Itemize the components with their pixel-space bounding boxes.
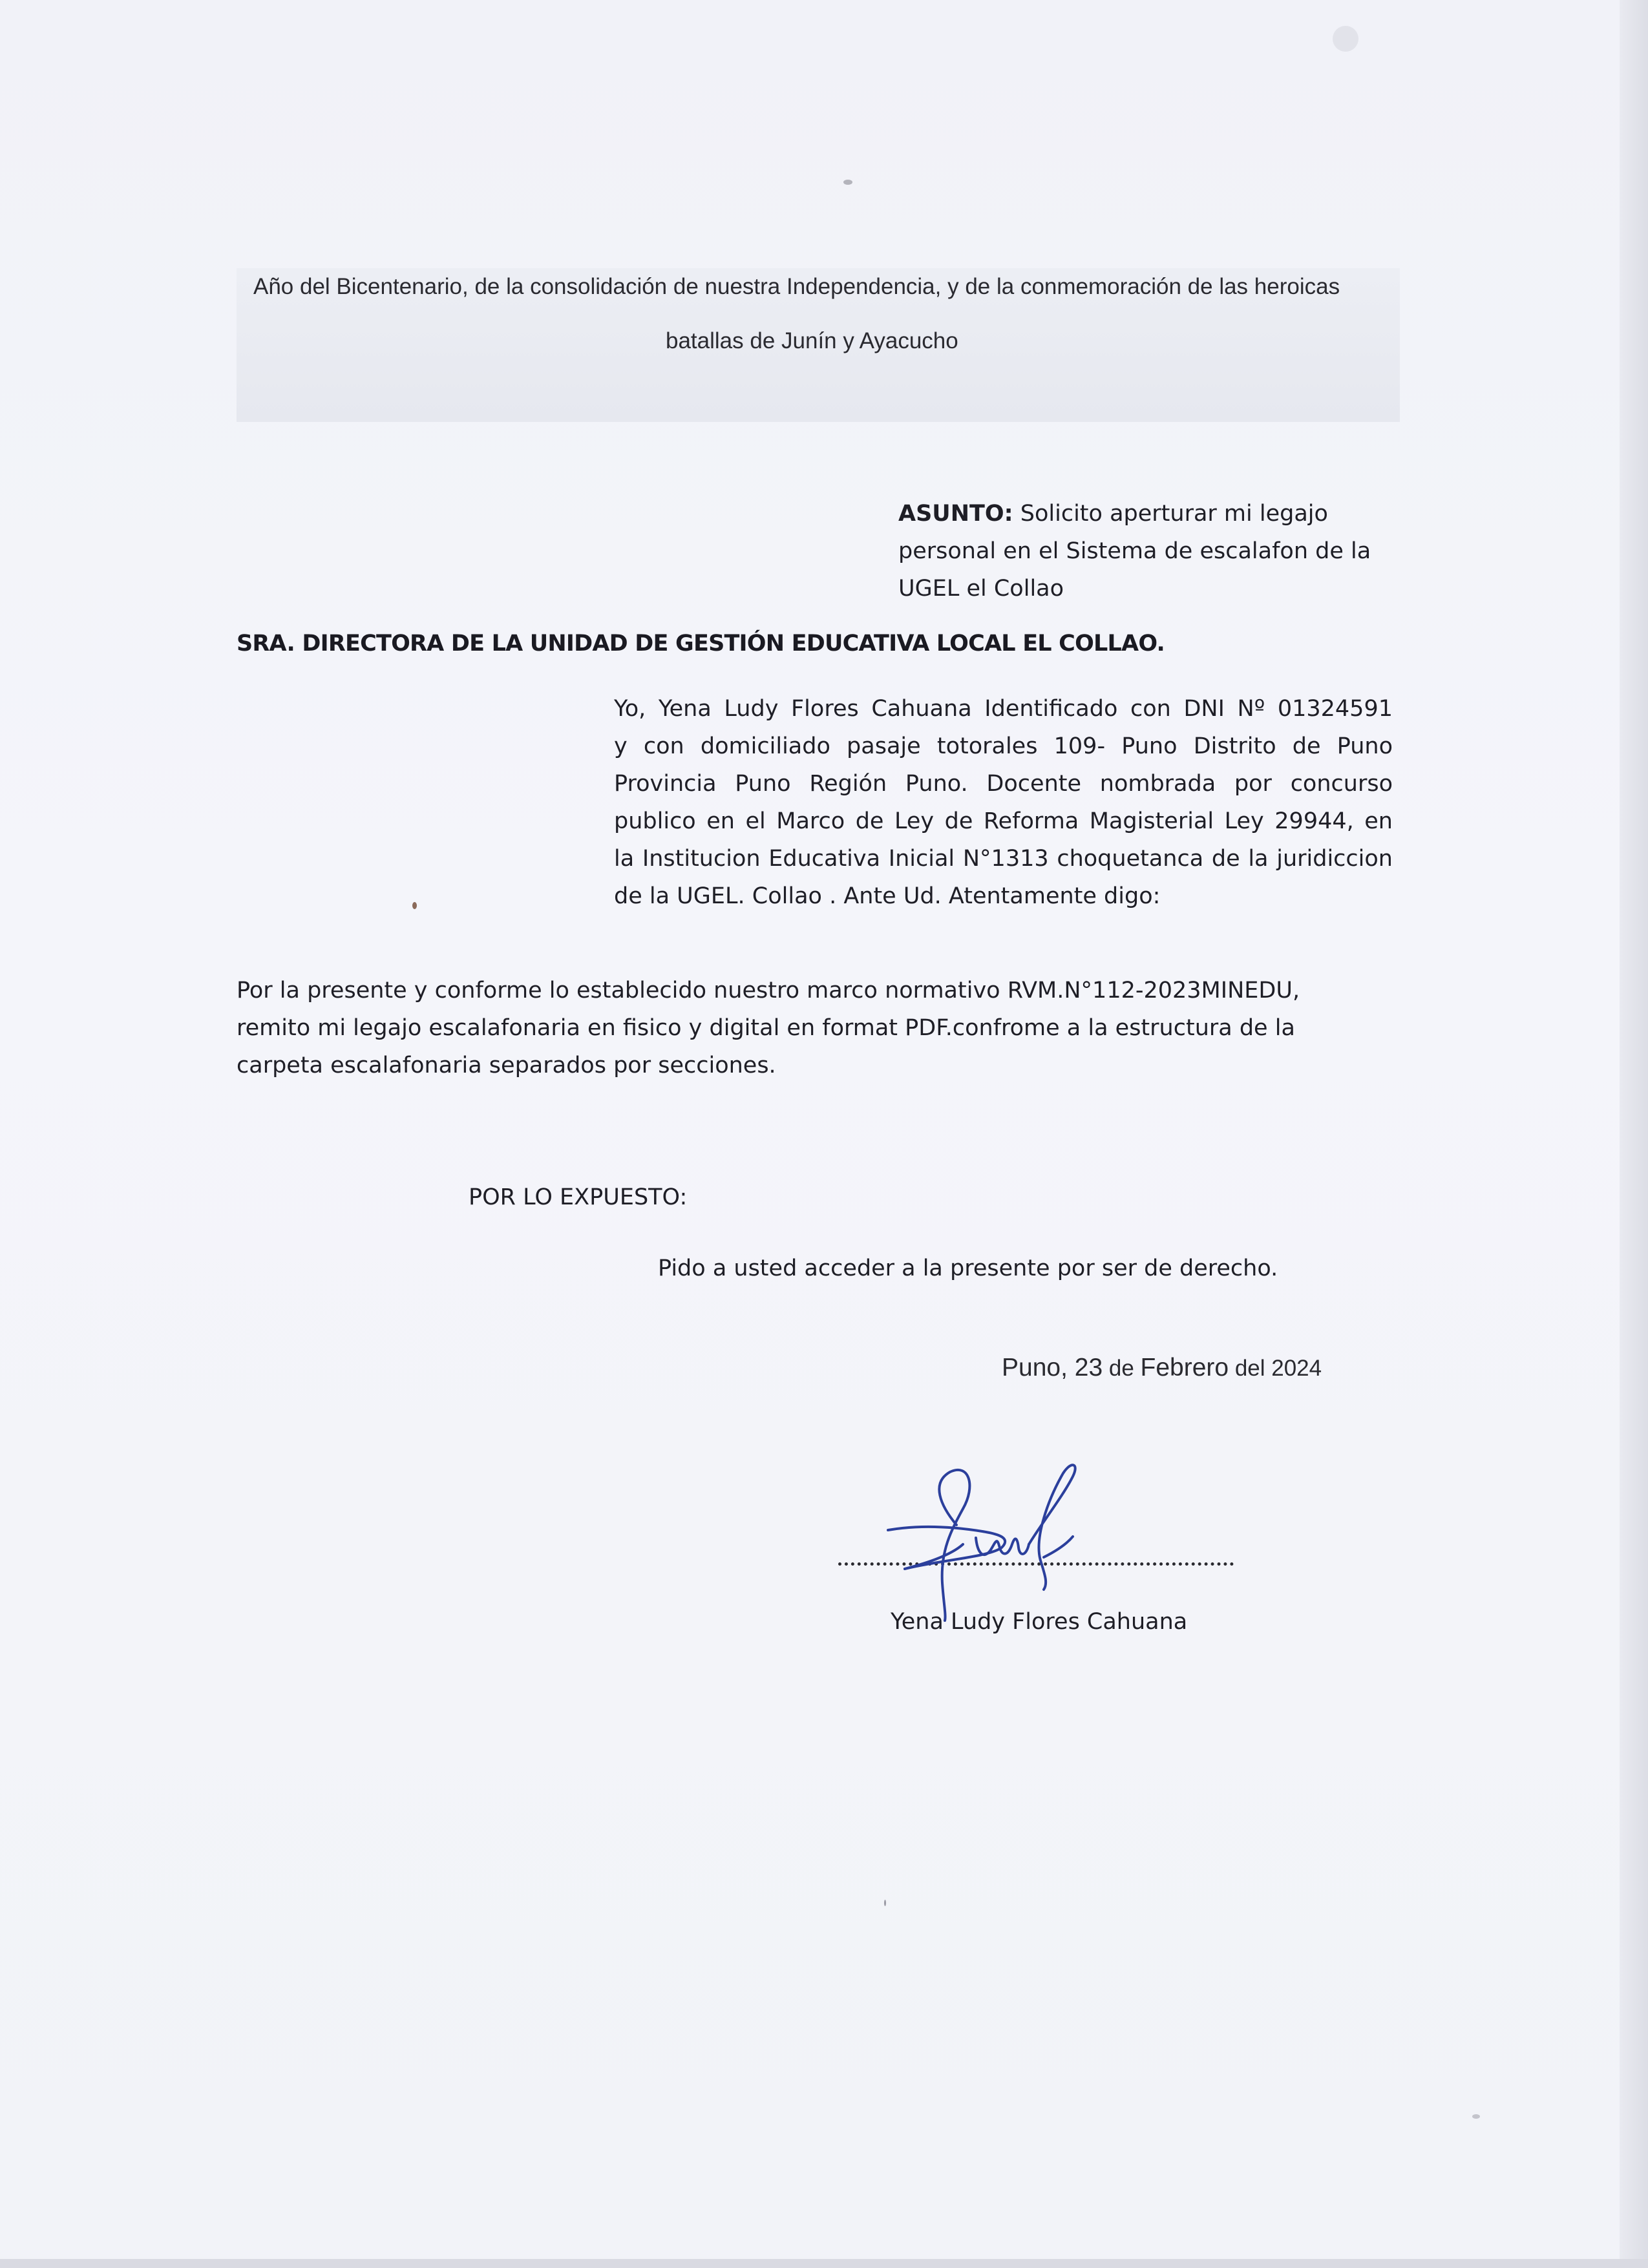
year-motto-line2: batallas de Junín y Ayacucho xyxy=(666,328,958,353)
scan-speck xyxy=(1333,26,1358,52)
intro-line: publico en el Marco de Ley de Reforma Magisterial Ley 29944, en xyxy=(614,808,1393,834)
date-year: del 2024 xyxy=(1229,1356,1322,1381)
subject-line2: personal en el Sistema de escalafon de la xyxy=(898,538,1371,564)
closing-heading: POR LO EXPUESTO: xyxy=(469,1184,688,1210)
year-motto-line1: Año del Bicentenario, de la consolidación de nuestra Independencia, y de la conmemoración de las heroicas xyxy=(253,274,1340,299)
intro-line: de la UGEL. Collao . Ante Ud. Atentamente digo: xyxy=(614,883,1161,909)
paragraph-line: carpeta escalafonaria separados por secciones. xyxy=(237,1053,776,1078)
intro-line: Yo, Yena Ludy Flores Cahuana Identificado con DNI Nº 01324591 xyxy=(614,696,1393,722)
subject-label: ASUNTO: xyxy=(898,501,1013,527)
scan-speck xyxy=(884,1900,886,1906)
addressee: SRA. DIRECTORA DE LA UNIDAD DE GESTIÓN EDUCATIVA LOCAL EL COLLAO. xyxy=(237,631,1165,656)
subject-block xyxy=(898,495,1371,607)
scan-speck xyxy=(1472,2114,1480,2119)
intro-paragraph xyxy=(614,690,1393,915)
scan-speck xyxy=(412,902,417,909)
intro-line: Provincia Puno Región Puno. Docente nombrada por concurso xyxy=(614,771,1393,797)
closing-request: Pido a usted acceder a la presente por ser de derecho. xyxy=(658,1255,1278,1281)
subject-line3: UGEL el Collao xyxy=(898,576,1064,602)
subject-line1: Solicito aperturar mi legajo xyxy=(1013,501,1328,527)
date-city: Puno, 23 xyxy=(1002,1354,1103,1381)
request-paragraph xyxy=(237,972,1300,1084)
paragraph-line: remito mi legajo escalafonaria en fisico y digital en format PDF.confrome a la estructura de la xyxy=(237,1015,1295,1041)
paragraph-line: Por la presente y conforme lo establecido nuestro marco normativo RVM.N°112-2023MINEDU, xyxy=(237,978,1300,1003)
intro-line: la Institucion Educativa Inicial N°1313 choquetanca de la juridiccion xyxy=(614,846,1393,872)
scan-edge-shadow xyxy=(1620,0,1648,2268)
scan-bottom-edge xyxy=(0,2259,1648,2268)
scan-speck xyxy=(843,180,852,185)
handwritten-signature xyxy=(879,1454,1125,1622)
date-month: Febrero xyxy=(1140,1354,1229,1381)
place-date xyxy=(1002,1354,1322,1382)
signer-name: Yena Ludy Flores Cahuana xyxy=(891,1609,1188,1635)
date-connector: de xyxy=(1103,1356,1141,1381)
intro-line: y con domiciliado pasaje totorales 109- Puno Distrito de Puno xyxy=(614,733,1393,759)
